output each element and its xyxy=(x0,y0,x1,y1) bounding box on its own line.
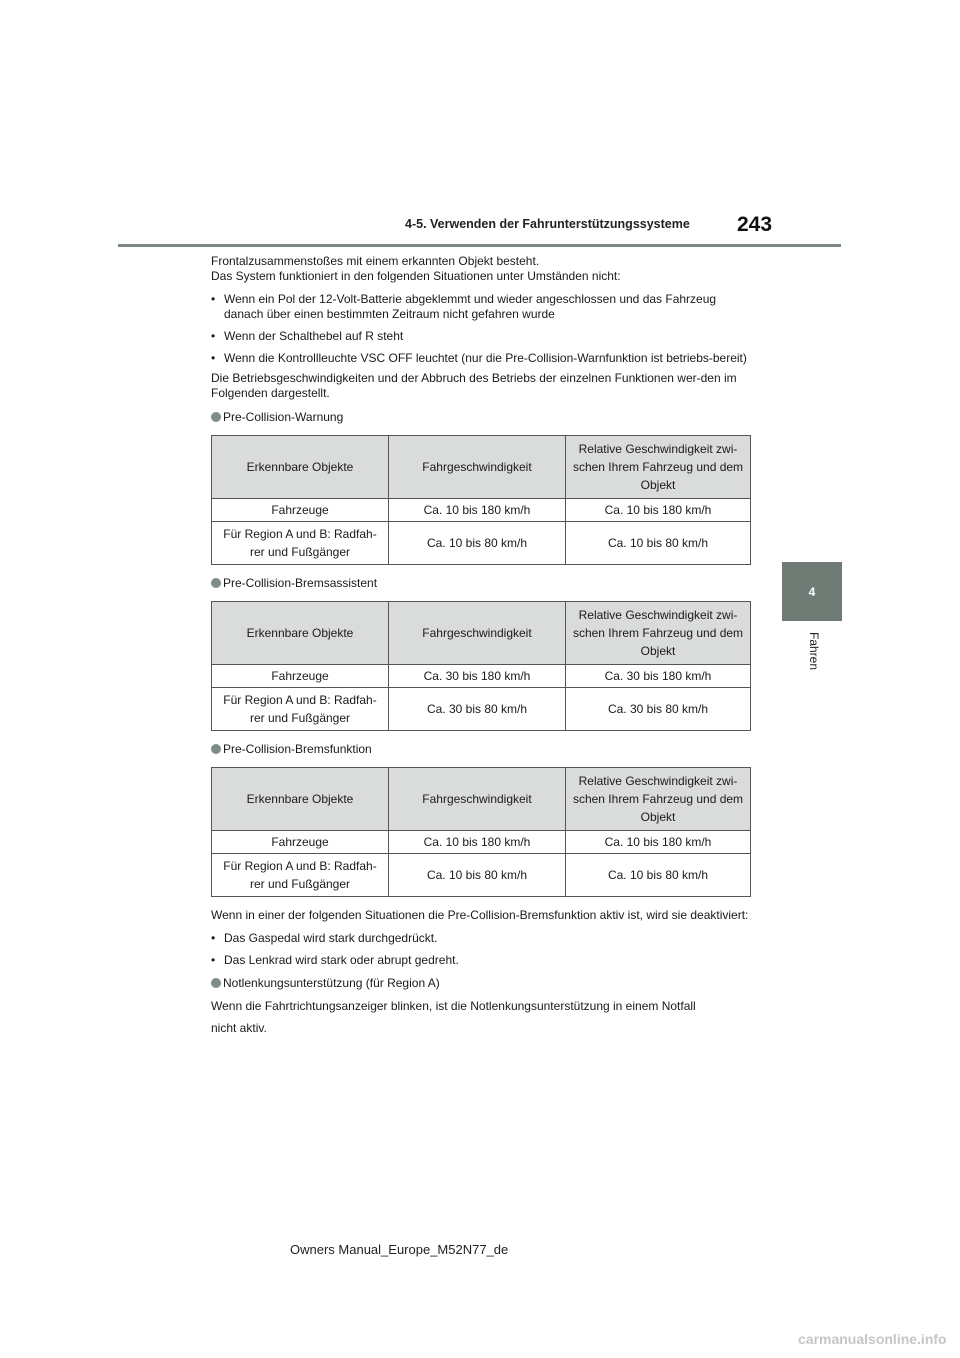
table-cell: Ca. 30 bis 180 km/h xyxy=(566,665,751,688)
watermark-logo: carmanualsonline.info xyxy=(798,1331,947,1347)
page-number: 243 xyxy=(737,213,773,236)
table-cell: Ca. 10 bis 180 km/h xyxy=(566,499,751,522)
deactivation-bullet xyxy=(211,931,751,946)
table-header-cell: Erkennbare Objekte xyxy=(212,768,389,831)
section-heading xyxy=(211,742,751,757)
table-cell: Ca. 10 bis 80 km/h xyxy=(566,854,751,897)
footer-text: Owners Manual_Europe_M52N77_de xyxy=(290,1242,509,1257)
table-cell: Fahrzeuge xyxy=(212,831,389,854)
table-header-cell: Fahrgeschwindigkeit xyxy=(389,768,566,831)
section-title: Pre-Collision-Warnung xyxy=(223,410,344,424)
main-content xyxy=(211,254,751,1048)
table-header-row xyxy=(212,436,751,499)
section-title: Pre-Collision-Bremsfunktion xyxy=(223,742,372,756)
header-rule xyxy=(118,244,841,247)
bullet-text: Wenn die Kontrollleuchte VSC OFF leuchtet (nur die Pre-Collision-Warnfunktion ist betriebs-bereit) xyxy=(224,351,747,365)
table-cell: Fahrzeuge xyxy=(212,665,389,688)
bullet-text: Wenn ein Pol der 12-Volt-Batterie abgeklemmt und wieder angeschlossen und das Fahrzeug danach über einen bestimmten Zeitraum nicht gefahren wurde xyxy=(224,292,717,321)
deactivation-bullet xyxy=(211,953,751,968)
speed-table xyxy=(211,435,751,565)
chapter-label: Fahren xyxy=(807,632,821,671)
table-cell: Für Region A und B: Radfah-rer und Fußgänger xyxy=(212,854,389,897)
deactivation-paragraph: Wenn in einer der folgenden Situationen die Pre-Collision-Bremsfunktion aktiv ist, wird sie deaktiviert: xyxy=(211,908,749,922)
bullet-dot: • xyxy=(211,931,216,945)
table-header-cell: Fahrgeschwindigkeit xyxy=(389,602,566,665)
table-cell: Ca. 30 bis 80 km/h xyxy=(389,688,566,731)
section-title: Pre-Collision-Bremsassistent xyxy=(223,576,378,590)
section-title: Notlenkungsunterstützung (für Region A) xyxy=(223,976,440,990)
table-cell: Ca. 10 bis 180 km/h xyxy=(566,831,751,854)
table-header-cell: Relative Geschwindigkeit zwi-schen Ihrem Fahrzeug und dem Objekt xyxy=(566,768,751,831)
table-cell: Ca. 30 bis 80 km/h xyxy=(566,688,751,731)
table-header-row xyxy=(212,768,751,831)
table-header-cell: Relative Geschwindigkeit zwi-schen Ihrem Fahrzeug und dem Objekt xyxy=(566,602,751,665)
bullet-circle-icon xyxy=(211,412,221,422)
table-row xyxy=(212,522,751,565)
section-heading xyxy=(211,976,751,991)
table-header-cell: Erkennbare Objekte xyxy=(212,436,389,499)
speeds-paragraph: Die Betriebsgeschwindigkeiten und der Abbruch des Betriebs der einzelnen Funktionen wer-den im Folgenden dargestellt. xyxy=(211,371,737,400)
bullet-text: Das Gaspedal wird stark durchgedrückt. xyxy=(224,931,438,945)
speed-table xyxy=(211,767,751,897)
table-cell: Für Region A und B: Radfah-rer und Fußgänger xyxy=(212,522,389,565)
condition-bullet xyxy=(211,329,751,344)
speed-table xyxy=(211,601,751,731)
steering-line-2: nicht aktiv. xyxy=(211,1021,267,1035)
table-row xyxy=(212,665,751,688)
table-cell: Ca. 10 bis 80 km/h xyxy=(566,522,751,565)
bullet-dot: • xyxy=(211,953,216,967)
bullet-circle-icon xyxy=(211,978,221,988)
table-row xyxy=(212,688,751,731)
table-cell: Ca. 10 bis 180 km/h xyxy=(389,499,566,522)
intro-line-2: Das System funktioniert in den folgenden Situationen unter Umständen nicht: xyxy=(211,269,621,283)
steering-paragraph xyxy=(211,995,751,1039)
section-heading xyxy=(211,410,751,425)
bullet-dot: • xyxy=(211,351,216,365)
table-cell: Fahrzeuge xyxy=(212,499,389,522)
bullet-dot: • xyxy=(211,292,216,306)
table-cell: Für Region A und B: Radfah-rer und Fußgänger xyxy=(212,688,389,731)
bullet-circle-icon xyxy=(211,744,221,754)
chapter-tab: 4 xyxy=(782,562,842,621)
steering-line-1: Wenn die Fahrtrichtungsanzeiger blinken, ist die Notlenkungsunterstützung in einem Notfall xyxy=(211,999,696,1013)
table-header-cell: Fahrgeschwindigkeit xyxy=(389,436,566,499)
condition-bullet xyxy=(211,351,751,366)
table-header-cell: Erkennbare Objekte xyxy=(212,602,389,665)
bullet-text: Das Lenkrad wird stark oder abrupt gedreht. xyxy=(224,953,459,967)
table-cell: Ca. 10 bis 80 km/h xyxy=(389,854,566,897)
bullet-dot: • xyxy=(211,329,216,343)
table-row xyxy=(212,831,751,854)
condition-bullet xyxy=(211,292,751,322)
table-row xyxy=(212,854,751,897)
table-header-row xyxy=(212,602,751,665)
bullet-text: Wenn der Schalthebel auf R steht xyxy=(224,329,404,343)
intro-line-1: Frontalzusammenstoßes mit einem erkannten Objekt besteht. xyxy=(211,254,540,268)
table-header-cell: Relative Geschwindigkeit zwi-schen Ihrem Fahrzeug und dem Objekt xyxy=(566,436,751,499)
table-cell: Ca. 30 bis 180 km/h xyxy=(389,665,566,688)
bullet-circle-icon xyxy=(211,578,221,588)
intro-paragraph xyxy=(211,254,751,284)
section-heading xyxy=(211,576,751,591)
header-section-title: 4-5. Verwenden der Fahrunterstützungssysteme xyxy=(405,217,690,231)
table-cell: Ca. 10 bis 180 km/h xyxy=(389,831,566,854)
table-cell: Ca. 10 bis 80 km/h xyxy=(389,522,566,565)
table-row xyxy=(212,499,751,522)
